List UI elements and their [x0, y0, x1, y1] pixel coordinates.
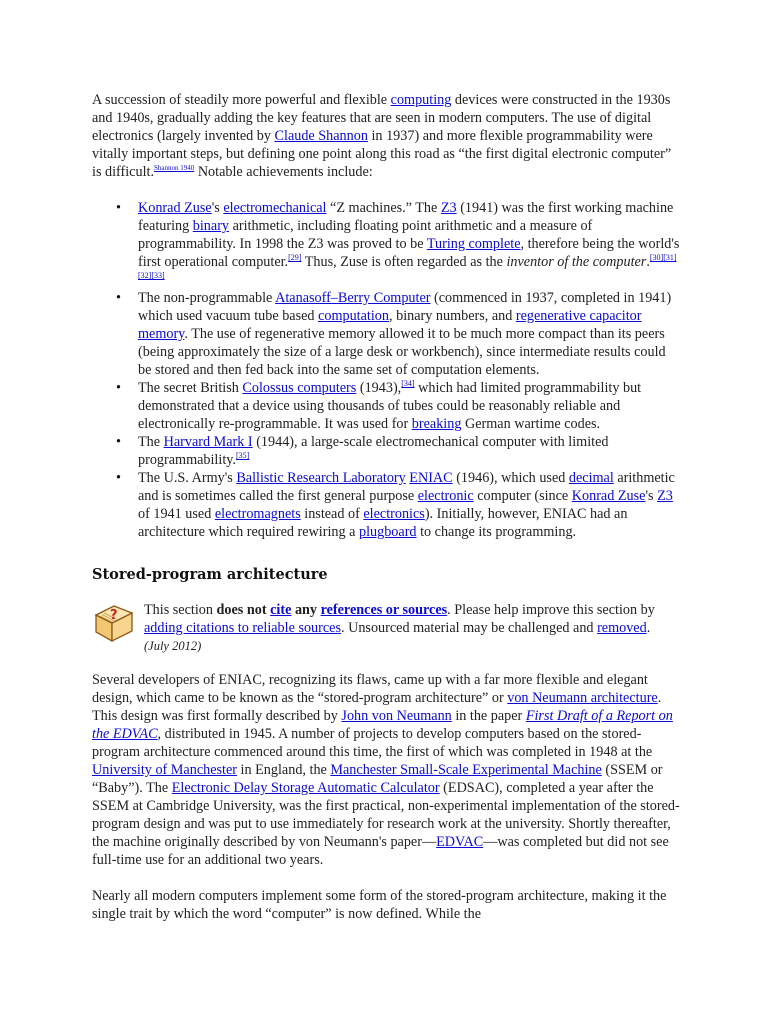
text: The U.S. Army's	[138, 470, 237, 486]
text: in the paper	[451, 708, 526, 724]
section-heading-wrap	[92, 565, 682, 585]
link-adding-citations[interactable]: adding citations to reliable sources	[144, 620, 341, 636]
link-references-or-sources[interactable]	[321, 602, 448, 618]
text: Notable achievements include:	[194, 164, 373, 180]
citation-shannon-1940[interactable]: Shannon 1940	[154, 164, 195, 172]
list-item-abc	[138, 289, 682, 379]
achievements-list	[92, 199, 682, 541]
text: . This design was first formally described by	[92, 690, 662, 724]
link-von-neumann-architecture[interactable]: von Neumann architecture	[507, 690, 658, 706]
text: devices were constructed in the 1930s and 1940s, gradually adding the key features that are seen in modern computers. The use of digital electronics (largely invented by	[92, 92, 671, 144]
text: arithmetic and is sometimes called the first general purpose	[138, 470, 675, 504]
text: (1941) was the first working machine featuring	[138, 200, 674, 234]
intro-paragraph	[92, 91, 682, 181]
list-item-eniac	[138, 469, 682, 541]
text: Several developers of ENIAC, recognizing its flaws, came up with a far more flexible and elegant design, which came to be known as the “stored-program architecture” or	[92, 672, 648, 706]
text: , binary numbers, and	[389, 308, 516, 324]
text: which had limited programmability but demonstrated that a device using thousands of tubes could be reasonably reliable and electronically re-programmable. It was used for	[138, 380, 642, 432]
text: (1943),	[356, 380, 402, 396]
link-cite[interactable]	[270, 602, 291, 618]
list-item-harvard	[138, 433, 682, 469]
link-removed[interactable]: removed	[597, 620, 647, 636]
article-page	[92, 91, 682, 923]
link-electromechanical[interactable]: electromechanical	[223, 200, 327, 216]
link-ballistic-research-lab[interactable]: Ballistic Research Laboratory	[236, 470, 406, 486]
link-breaking[interactable]: breaking	[411, 416, 462, 432]
link-cite-label: cite	[270, 602, 292, 618]
closing-paragraph: Nearly all modern computers implement some form of the stored-program architecture, making it the single trait by which the word “computer” is now defined. While the	[92, 888, 667, 922]
text: in 1937) and more flexible programmability were vitally important steps, but defining one point along this road as “the first digital electronic computer” is difficult.	[92, 128, 672, 180]
stored-program-paragraph	[92, 671, 682, 869]
notice-date: (July 2012)	[144, 639, 202, 653]
citation-30-33[interactable]: [30][31][32][33]	[138, 253, 677, 280]
link-electronics[interactable]: electronics	[363, 506, 425, 522]
text: , therefore being the world's first operational computer.	[138, 236, 680, 270]
link-atanasoff-berry[interactable]: Atanasoff–Berry Computer	[275, 290, 431, 306]
link-eniac[interactable]: ENIAC	[409, 470, 453, 486]
section-heading: Stored-program architecture	[92, 566, 328, 583]
text: instead of	[300, 506, 364, 522]
unreferenced-notice	[92, 597, 682, 657]
text: . Unsourced material may be challenged and	[341, 620, 598, 636]
text: (EDSAC), completed a year after the SSEM at Cambridge University, was the first practical, non-experimental implementation of the stored-program design and was put to use immediately for research work at the university. Shortly thereafter, the machine originally described by von Neumann's paper—	[92, 780, 680, 850]
link-z3-2[interactable]: Z3	[657, 488, 673, 504]
list-item-zuse	[138, 199, 682, 289]
bold-text: any	[294, 602, 318, 618]
link-university-of-manchester[interactable]: University of Manchester	[92, 762, 237, 778]
text: . The use of regenerative memory allowed it to be much more compact than its peers (being approximately the size of a large desk or workbench), since intermediate results could be stored and then fed back into the same set of computation elements.	[138, 326, 666, 378]
text: Thus, Zuse is often regarded as the	[301, 254, 507, 270]
text: . Please help improve this section by	[447, 602, 655, 618]
text: This section	[144, 602, 217, 618]
text: (1946), which used	[452, 470, 569, 486]
text: German wartime codes.	[461, 416, 601, 432]
text: (commenced in 1937, completed in 1941) which used vacuum tube based	[138, 290, 672, 324]
link-regenerative-memory[interactable]: regenerative capacitor memory	[138, 308, 642, 342]
link-turing-complete[interactable]: Turing complete	[426, 236, 521, 252]
text: The non-programmable	[138, 290, 276, 306]
text: of 1941 used	[138, 506, 215, 522]
text: in England, the	[237, 762, 331, 778]
link-colossus[interactable]: Colossus computers	[242, 380, 357, 396]
bold-text: does not	[216, 602, 267, 618]
citation-35[interactable]: [35]	[235, 451, 250, 460]
link-first-draft-label: First Draft of a Report on the EDVAC	[92, 708, 673, 742]
link-z3[interactable]: Z3	[440, 200, 457, 216]
link-plugboard[interactable]: plugboard	[358, 524, 417, 540]
text: computer (since	[473, 488, 572, 504]
citation-29[interactable]: [29]	[288, 253, 302, 262]
text: 's	[645, 488, 658, 504]
link-references-label: references or sources	[320, 602, 448, 618]
text: ). Initially, however, ENIAC had an architecture which required rewiring a	[138, 506, 628, 540]
link-konrad-zuse-2[interactable]: Konrad Zuse	[571, 488, 646, 504]
link-harvard-mark-i[interactable]: Harvard Mark I	[163, 434, 253, 450]
citation-34[interactable]: [34]	[401, 379, 415, 388]
link-manchester-ssem[interactable]: Manchester Small-Scale Experimental Machine	[330, 762, 602, 778]
link-konrad-zuse[interactable]: Konrad Zuse	[138, 200, 212, 216]
text: The	[138, 434, 164, 450]
text: .	[646, 620, 651, 636]
text: —was completed but did not see full-time use for an additional two years.	[92, 834, 669, 868]
link-computing[interactable]: computing	[390, 92, 452, 108]
text: “Z machines.” The	[326, 200, 441, 216]
link-computation[interactable]: computation	[318, 308, 389, 324]
text: to change its programming.	[416, 524, 577, 540]
text: (1944), a large-scale electromechanical computer with limited programmability.	[138, 434, 609, 468]
link-claude-shannon[interactable]: Claude Shannon	[274, 128, 368, 144]
text: , distributed in 1945. A number of projects to develop computers based on the stored-program architecture commenced around this time, the first of which was completed in 1948 at the	[92, 726, 653, 760]
text: 's	[211, 200, 224, 216]
text: arithmetic, including floating point arithmetic and a measure of programmability. In 1998 the Z3 was proved to be	[138, 218, 593, 252]
link-decimal[interactable]: decimal	[568, 470, 614, 486]
link-john-von-neumann[interactable]: John von Neumann	[341, 708, 452, 724]
list-item-colossus	[138, 379, 682, 433]
book-question-icon	[92, 601, 136, 643]
link-binary[interactable]: binary	[192, 218, 230, 234]
text: (SSEM or “Baby”). The	[92, 762, 663, 796]
italic-text: inventor of the computer	[506, 254, 647, 270]
link-electromagnets[interactable]: electromagnets	[214, 506, 301, 522]
svg-text:?: ?	[110, 608, 118, 623]
link-edsac[interactable]: Electronic Delay Storage Automatic Calculator	[171, 780, 440, 796]
text: .	[646, 254, 650, 270]
link-electronic[interactable]: electronic	[417, 488, 474, 504]
link-edvac[interactable]: EDVAC	[436, 834, 484, 850]
text: The secret British	[138, 380, 243, 396]
text: A succession of steadily more powerful and flexible	[92, 92, 391, 108]
notice-text	[144, 601, 672, 655]
